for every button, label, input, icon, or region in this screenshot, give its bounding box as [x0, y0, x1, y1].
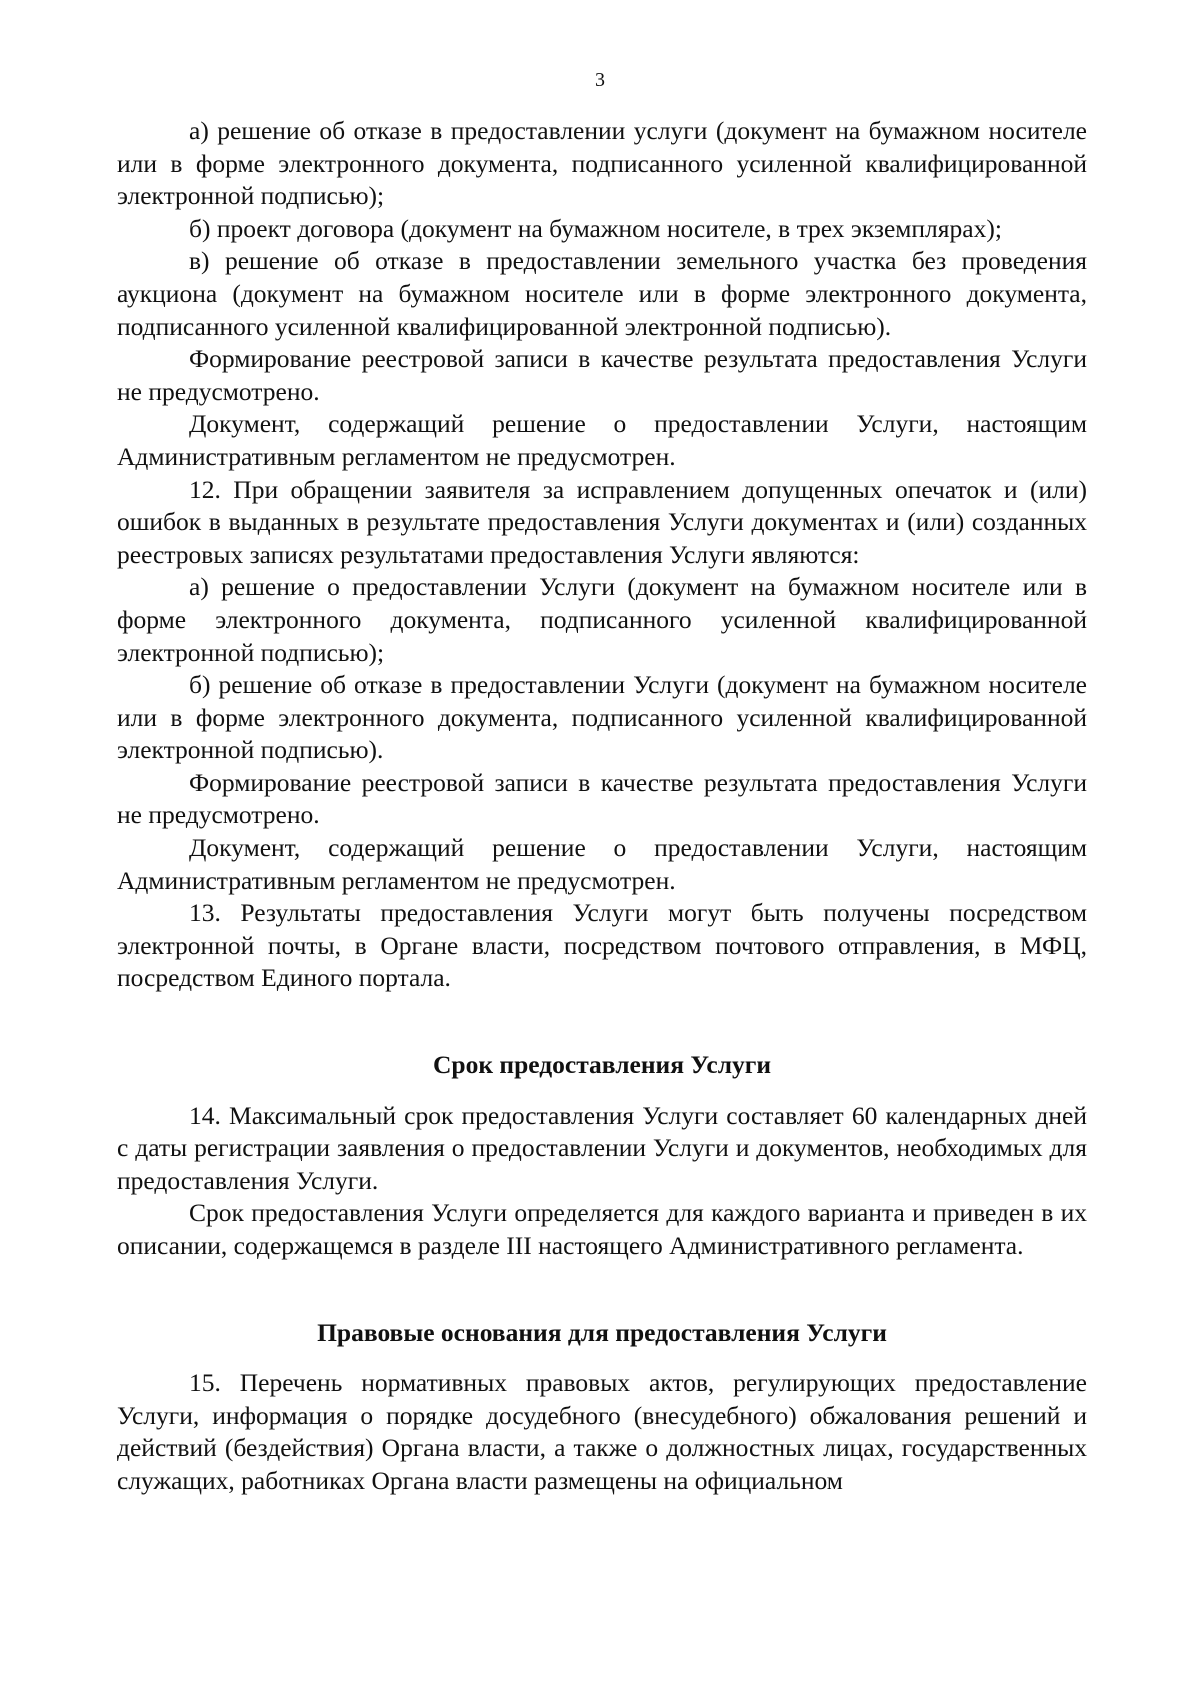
paragraph: Документ, содержащий решение о предоставлении Услуги, настоящим Административным регламентом не предусмотрен.	[117, 833, 1087, 895]
paragraph: 13. Результаты предоставления Услуги могут быть получены посредством электронной почты, в Органе власти, посредством почтового отправления, в МФЦ, посредством Единого портала.	[117, 898, 1087, 993]
paragraph: Формирование реестровой записи в качестве результата предоставления Услуги не предусмотрено.	[117, 344, 1087, 406]
paragraph: б) решение об отказе в предоставлении Услуги (документ на бумажном носителе или в форме электронного документа, подписанного усиленной квалифицированной электронной подписью).	[117, 670, 1087, 765]
paragraph: 14. Максимальный срок предоставления Услуги составляет 60 календарных дней с даты регистрации заявления о предоставлении Услуги и документов, необходимых для предоставления Услуги.	[117, 1100, 1087, 1195]
paragraph: а) решение об отказе в предоставлении услуги (документ на бумажном носителе или в форме электронного документа, подписанного усиленной квалифицированной электронной подписью);	[117, 116, 1087, 211]
paragraph: Документ, содержащий решение о предоставлении Услуги, настоящим Административным регламентом не предусмотрен.	[117, 409, 1087, 471]
paragraph: а) решение о предоставлении Услуги (документ на бумажном носителе или в форме электронного документа, подписанного усиленной квалифицированной электронной подписью);	[117, 572, 1087, 667]
section-heading: Срок предоставления Услуги	[432, 1050, 772, 1080]
page-number: 3	[595, 69, 605, 91]
paragraph: 12. При обращении заявителя за исправлением допущенных опечаток и (или) ошибок в выданных в результате предоставления Услуги документах и (или) созданных реестровых записях результатами предоставления Услуги являются:	[117, 474, 1087, 569]
paragraph: Срок предоставления Услуги определяется для каждого варианта и приведен в их описании, содержащемся в разделе III настоящего Административного регламента.	[117, 1198, 1087, 1260]
paragraph: 15. Перечень нормативных правовых актов, регулирующих предоставление Услуги, информация о порядке досудебного (внесудебного) обжалования решений и действий (бездействия) Органа власти, а также о должностных лицах, государственных служащих, работниках Органа власти размещены на официальном	[117, 1368, 1087, 1495]
paragraph: Формирование реестровой записи в качестве результата предоставления Услуги не предусмотрено.	[117, 767, 1087, 830]
paragraph: в) решение об отказе в предоставлении земельного участка без проведения аукциона (документ на бумажном носителе или в форме электронного документа, подписанного усиленной квалифицированной электронной подписью).	[117, 246, 1087, 341]
paragraph: б) проект договора (документ на бумажном носителе, в трех экземплярах);	[189, 213, 1002, 243]
document-body	[117, 115, 1087, 1498]
section-heading: Правовые основания для предоставления Услуги	[317, 1317, 887, 1347]
